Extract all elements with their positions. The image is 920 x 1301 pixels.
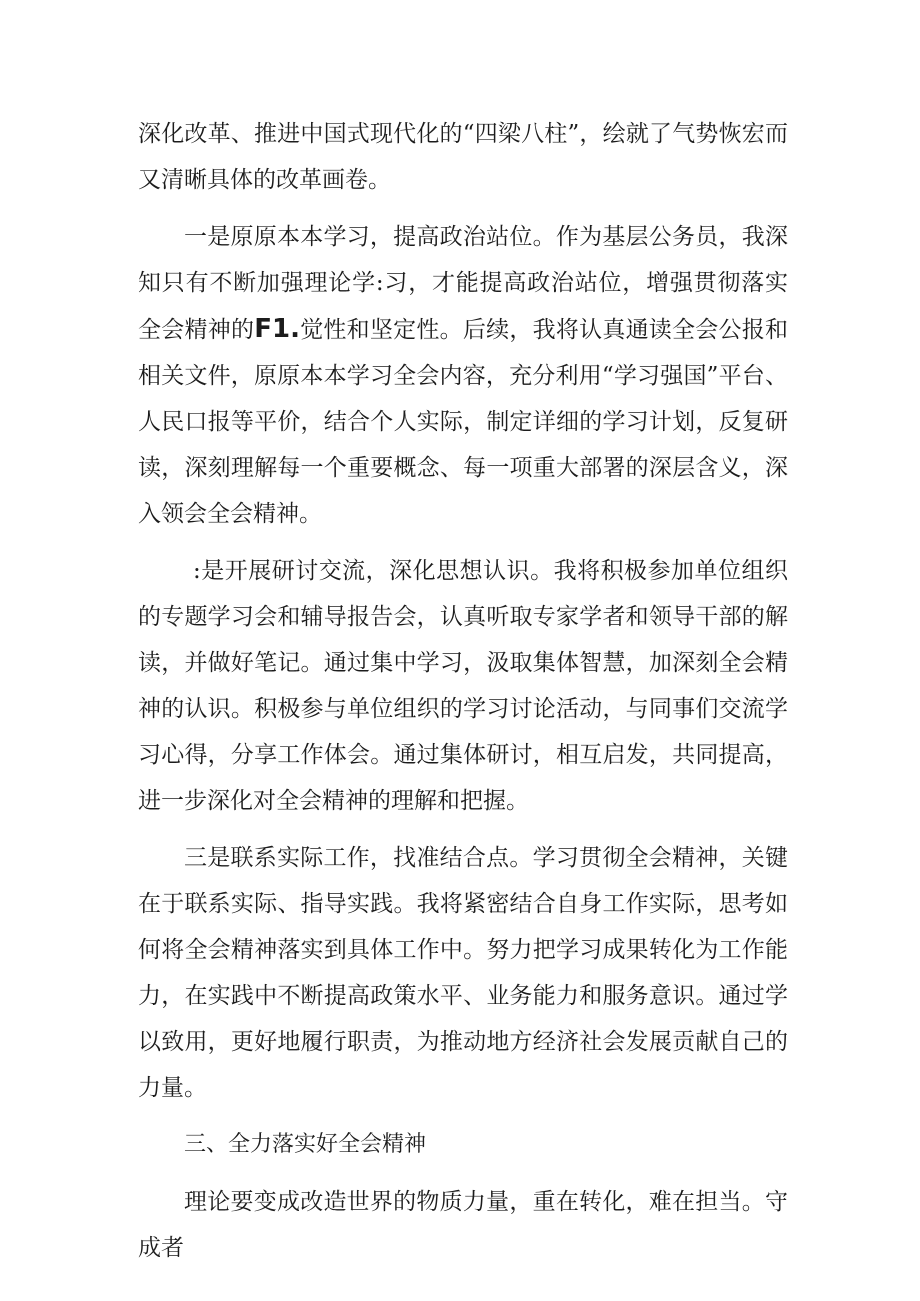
paragraph-intro-continuation: 深化改革、推进中国式现代化的“四梁八柱”，绘就了气势恢宏而又清晰具体的改革画卷。 — [138, 121, 788, 193]
paragraph-theory-practice: 理论要变成改造世界的物质力量，重在转化，难在担当。守成者 — [138, 1189, 788, 1261]
paragraph-seminar-exchange: :是开展研讨交流，深化思想认识。我将积极参加单位组织的专题学习会和辅导报告会，认真听取专家学者和领导干部的解读，并做好笔记。通过集中学习，汲取集体智慧，加深刻全会精神的认识。积极参与单位组织的学习讨论活动，与同事们交流学习心得，分享工作体会。通过集体研讨，相互启发，共同提高，进一步深化对全会精神的理解和把握。 — [138, 558, 788, 814]
paragraph-study-original-text-a: 一是原原本本学习，提高政治站位。作为基层公务员，我深知只有不断加强理论学:习，才能提高政治站位，增强贯彻落实全会精神的 — [138, 224, 788, 343]
paragraph-link-practice: 三是联系实际工作，找准结合点。学习贯彻全会精神，关键在于联系实际、指导实践。我将紧密结合自身工作实际，思考如何将全会精神落实到具体工作中。努力把学习成果转化为工作能力，在实践中不断提高政策水平、业务能力和服务意识。通过学以致用，更好地履行职责，为推动地方经济社会发展贡献自己的力量。 — [138, 845, 788, 1101]
section-heading: 三、全力落实好全会精神 — [184, 1132, 427, 1157]
paragraph-study-original — [138, 214, 788, 537]
odd-glyph-f1: F1. — [254, 314, 300, 344]
document-body — [138, 111, 788, 1282]
paragraph-study-original-text-b: 觉性和坚定性。后续，我将认真通读全会公报和相关文件，原原本本学习全会内容，充分利用“学习强国”平台、人民口报等平价，结合个人实际，制定详细的学习计划，反复研读，深刻理解每一个重要概念、每一项重大部署的深层含义，深入领会全会精神。 — [138, 317, 789, 527]
